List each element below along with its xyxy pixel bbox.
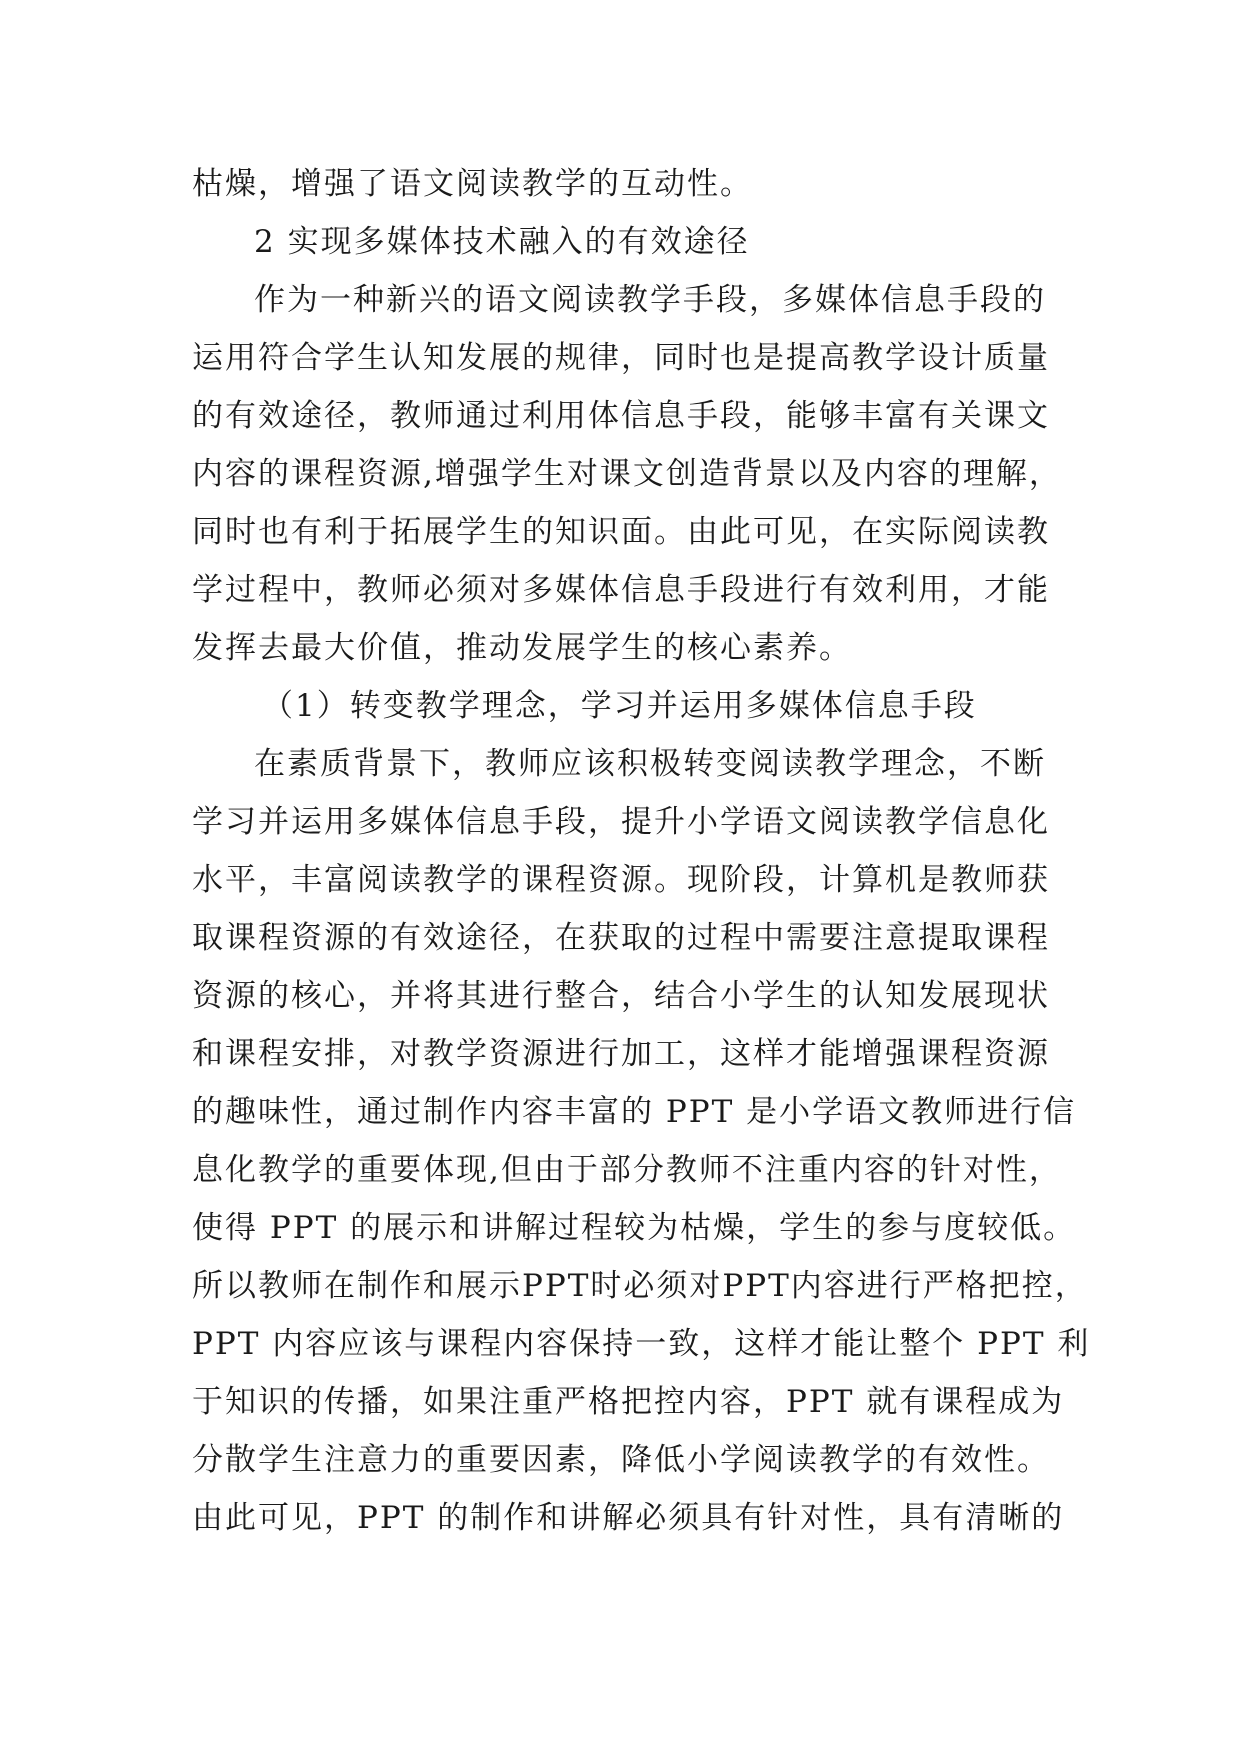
text-line: 由此可见，PPT 的制作和讲解必须具有针对性，具有清晰的	[192, 1500, 1065, 1536]
paragraph-start: 作为一种新兴的语文阅读教学手段，多媒体信息手段的	[254, 282, 1046, 318]
text-line: 分散学生注意力的重要因素，降低小学阅读教学的有效性。	[192, 1442, 1050, 1478]
text-line: 息化教学的重要体现,但由于部分教师不注重内容的针对性，	[192, 1152, 1062, 1188]
text-line: 取课程资源的有效途径，在获取的过程中需要注意提取课程	[192, 920, 1050, 956]
text-line: 水平，丰富阅读教学的课程资源。现阶段，计算机是教师获	[192, 862, 1050, 898]
text-line: 同时也有利于拓展学生的知识面。由此可见，在实际阅读教	[192, 514, 1050, 550]
text-line: 学习并运用多媒体信息手段，提升小学语文阅读教学信息化	[192, 804, 1050, 840]
body-text	[192, 155, 1091, 1547]
paragraph-start: 在素质背景下，教师应该积极转变阅读教学理念，不断	[254, 746, 1046, 782]
text-line: 运用符合学生认知发展的规律，同时也是提高教学设计质量	[192, 340, 1050, 376]
subsection-heading: （1）转变教学理念，学习并运用多媒体信息手段	[262, 688, 977, 724]
text-line: 的趣味性，通过制作内容丰富的 PPT 是小学语文教师进行信	[192, 1094, 1077, 1130]
text-line: 所以教师在制作和展示PPT时必须对PPT内容进行严格把控，	[192, 1268, 1088, 1304]
text-line: 资源的核心，并将其进行整合，结合小学生的认知发展现状	[192, 978, 1050, 1014]
text-line: 于知识的传播，如果注重严格把控内容，PPT 就有课程成为	[192, 1384, 1065, 1420]
text-line: 和课程安排，对教学资源进行加工，这样才能增强课程资源	[192, 1036, 1050, 1072]
text-line: PPT 内容应该与课程内容保持一致，这样才能让整个 PPT 利	[192, 1326, 1091, 1362]
section-heading: 2 实现多媒体技术融入的有效途径	[254, 224, 750, 260]
text-line: 的有效途径，教师通过利用体信息手段，能够丰富有关课文	[192, 398, 1050, 434]
text-line: 使得 PPT 的展示和讲解过程较为枯燥，学生的参与度较低。	[192, 1210, 1077, 1246]
text-line: 发挥去最大价值，推动发展学生的核心素养。	[192, 630, 852, 666]
text-line: 内容的课程资源,增强学生对课文创造背景以及内容的理解，	[192, 456, 1062, 492]
text-line: 枯燥，增强了语文阅读教学的互动性。	[192, 166, 753, 202]
text-line: 学过程中，教师必须对多媒体信息手段进行有效利用，才能	[192, 572, 1050, 608]
